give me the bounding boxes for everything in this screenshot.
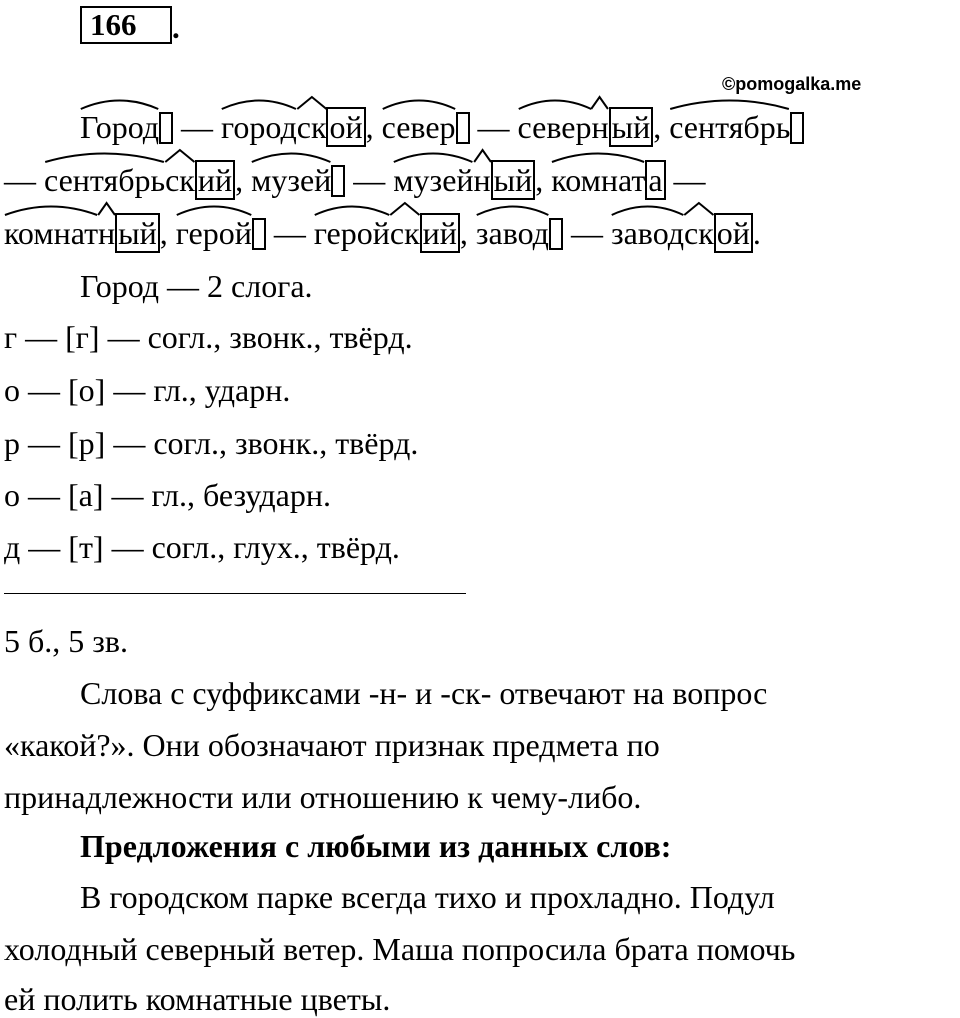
word-root: музей [251,162,331,198]
sentences-heading: Предложения с любыми из данных слов: [80,828,672,864]
morpheme-line-2: — сентябрь ский, музей — музей ный, комната — [4,161,706,199]
word-suffix: ск [684,215,714,251]
root-arc [611,202,684,216]
suffix-mark [390,202,420,216]
root-arc [314,202,390,216]
word-root: север [518,109,592,145]
root-arc [44,149,165,163]
morpheme-line-1: Город — город ской, север — север ный, сентябрь [80,108,804,146]
phonetic-line: д — [т] — согл., глух., твёрд. [4,529,400,565]
word-root: комнат [4,215,98,251]
root-arc [221,96,297,110]
root-arc [476,202,549,216]
word-ending: ой [326,107,365,147]
suffix-mark [591,96,608,110]
word-root: музей [393,162,473,198]
word-root: город [221,109,297,145]
suffix-mark [98,202,115,216]
root-arc [518,96,592,110]
word-root: комнат [551,162,645,198]
word-ending: ый [609,107,654,147]
word-ending: ый [115,213,160,253]
null-ending [159,112,173,144]
sentences-line: В городском парке всегда тихо и прохладно. Подул [80,879,775,915]
word-root: Город [80,109,159,145]
exercise-number-period: . [172,10,180,45]
sentences-line: холодный северный ветер. Маша попросила брата помочь [4,931,796,967]
root-arc [382,96,456,110]
suffix-mark [474,149,491,163]
word-suffix: ск [297,109,327,145]
word-suffix: н [474,162,491,198]
exercise-number-box [80,6,172,44]
explanation-line: принадлежности или отношению к чему-либо. [4,779,642,815]
root-arc [551,149,645,163]
word-suffix: ск [390,215,420,251]
letter-sound-count: 5 б., 5 зв. [4,623,129,659]
exercise-number: 166 [90,7,137,42]
word-ending: ий [420,213,460,253]
watermark: ©pomogalka.me [722,74,862,94]
root-arc [4,202,98,216]
null-ending [252,218,266,250]
explanation-line: Слова с суффиксами -н- и -ск- отвечают на вопрос [80,675,768,711]
word-suffix: н [98,215,115,251]
null-ending [456,112,470,144]
phonetic-line: р — [р] — согл., звонк., твёрд. [4,425,419,461]
suffix-mark [165,149,195,163]
suffix-mark [684,202,714,216]
word-ending: ый [491,160,536,200]
word-ending: ий [195,160,235,200]
root-arc [251,149,331,163]
explanation-line: «какой?». Они обозначают признак предмета по [4,727,660,763]
word-suffix: ск [165,162,195,198]
root-arc [176,202,252,216]
phonetic-line: о — [а] — гл., безударн. [4,477,331,513]
word-root: герой [314,215,390,251]
null-ending [790,112,804,144]
word-root: герой [176,215,252,251]
null-ending [549,218,563,250]
root-arc [393,149,473,163]
word-root: завод [611,215,684,251]
word-suffix: н [591,109,608,145]
word-root: завод [476,215,549,251]
word-ending: а [645,160,665,200]
word-root: сентябрь [44,162,165,198]
morpheme-line-3: комнат ный, герой — герой ский, завод — завод ской. [4,214,761,252]
root-arc [80,96,159,110]
syllables-line: Город — 2 слога. [80,268,313,304]
word-ending: ой [714,213,753,253]
word-root: сентябрь [669,109,790,145]
suffix-mark [297,96,327,110]
phonetic-line: г — [г] — согл., звонк., твёрд. [4,319,413,355]
phonetic-line: о — [о] — гл., ударн. [4,372,291,408]
separator-line [4,593,466,594]
sentences-line: ей полить комнатные цветы. [4,981,391,1017]
null-ending [331,165,345,197]
word-root: север [382,109,456,145]
root-arc [669,96,790,110]
